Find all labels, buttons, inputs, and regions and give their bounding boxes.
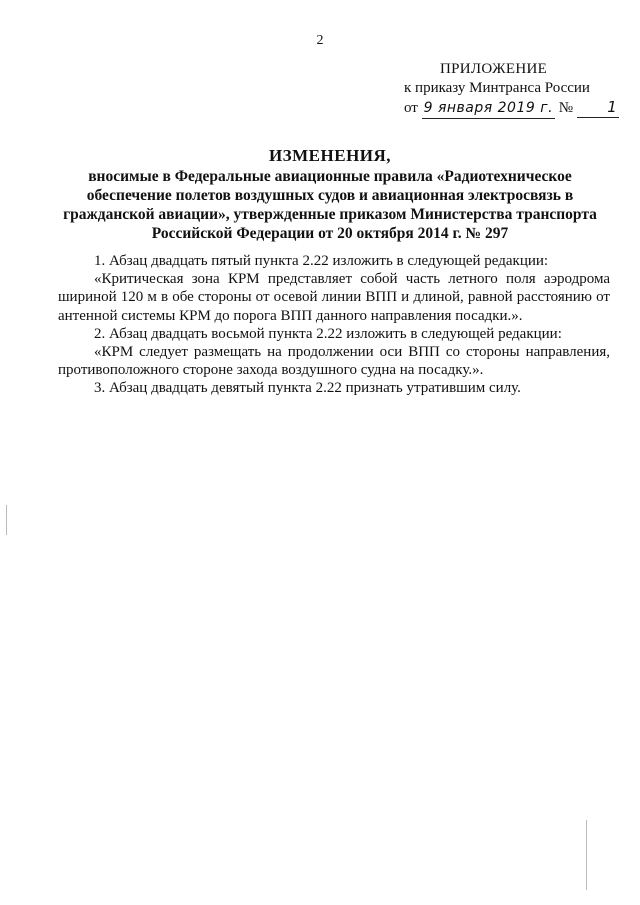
page-number: 2 — [316, 33, 324, 48]
appendix-order-ref: к приказу Минтранса России — [404, 80, 590, 96]
handwritten-date: 9 января 2019 г. — [422, 99, 555, 119]
scan-artifact-right — [586, 820, 587, 890]
paragraph-4: «КРМ следует размещать на продолжении оси ВПП со стороны направления, противоположного стороне захода воздушного судна на посадку.». — [58, 344, 610, 379]
heading-title: ИЗМЕНЕНИЯ, — [268, 146, 392, 165]
number-label: № — [558, 100, 574, 116]
date-label: от — [404, 100, 418, 116]
paragraph-2: «Критическая зона КРМ представляет собой часть летного поля аэродрома шириной 120 м в обе стороны от осевой линии ВПП и длиной, равной расстоянию от антенной системы КРМ до порога ВПП данного направления посадки.». — [58, 271, 610, 324]
document-body — [58, 252, 610, 398]
appendix-block — [404, 60, 617, 119]
document-heading — [60, 146, 600, 243]
paragraph-3: 2. Абзац двадцать восьмой пункта 2.22 изложить в следующей редакции: — [94, 325, 562, 342]
scan-artifact-left — [6, 505, 7, 535]
handwritten-number: 1 — [577, 98, 619, 118]
appendix-title: ПРИЛОЖЕНИЕ — [440, 61, 548, 77]
paragraph-1: 1. Абзац двадцать пятый пункта 2.22 изложить в следующей редакции: — [94, 253, 549, 269]
order-date-number-line — [404, 98, 617, 119]
paragraph-5: 3. Абзац двадцать девятый пункта 2.22 признать утратившим силу. — [94, 380, 521, 397]
heading-subtitle: вносимые в Федеральные авиационные правила «Радиотехническое обеспечение полетов воздушных судов и авиационная электросвязь в гражданской авиации», утвержденные приказом Министерства транспорта Российской Федерации от 20 октября 2014 г. № 297 — [63, 168, 597, 242]
